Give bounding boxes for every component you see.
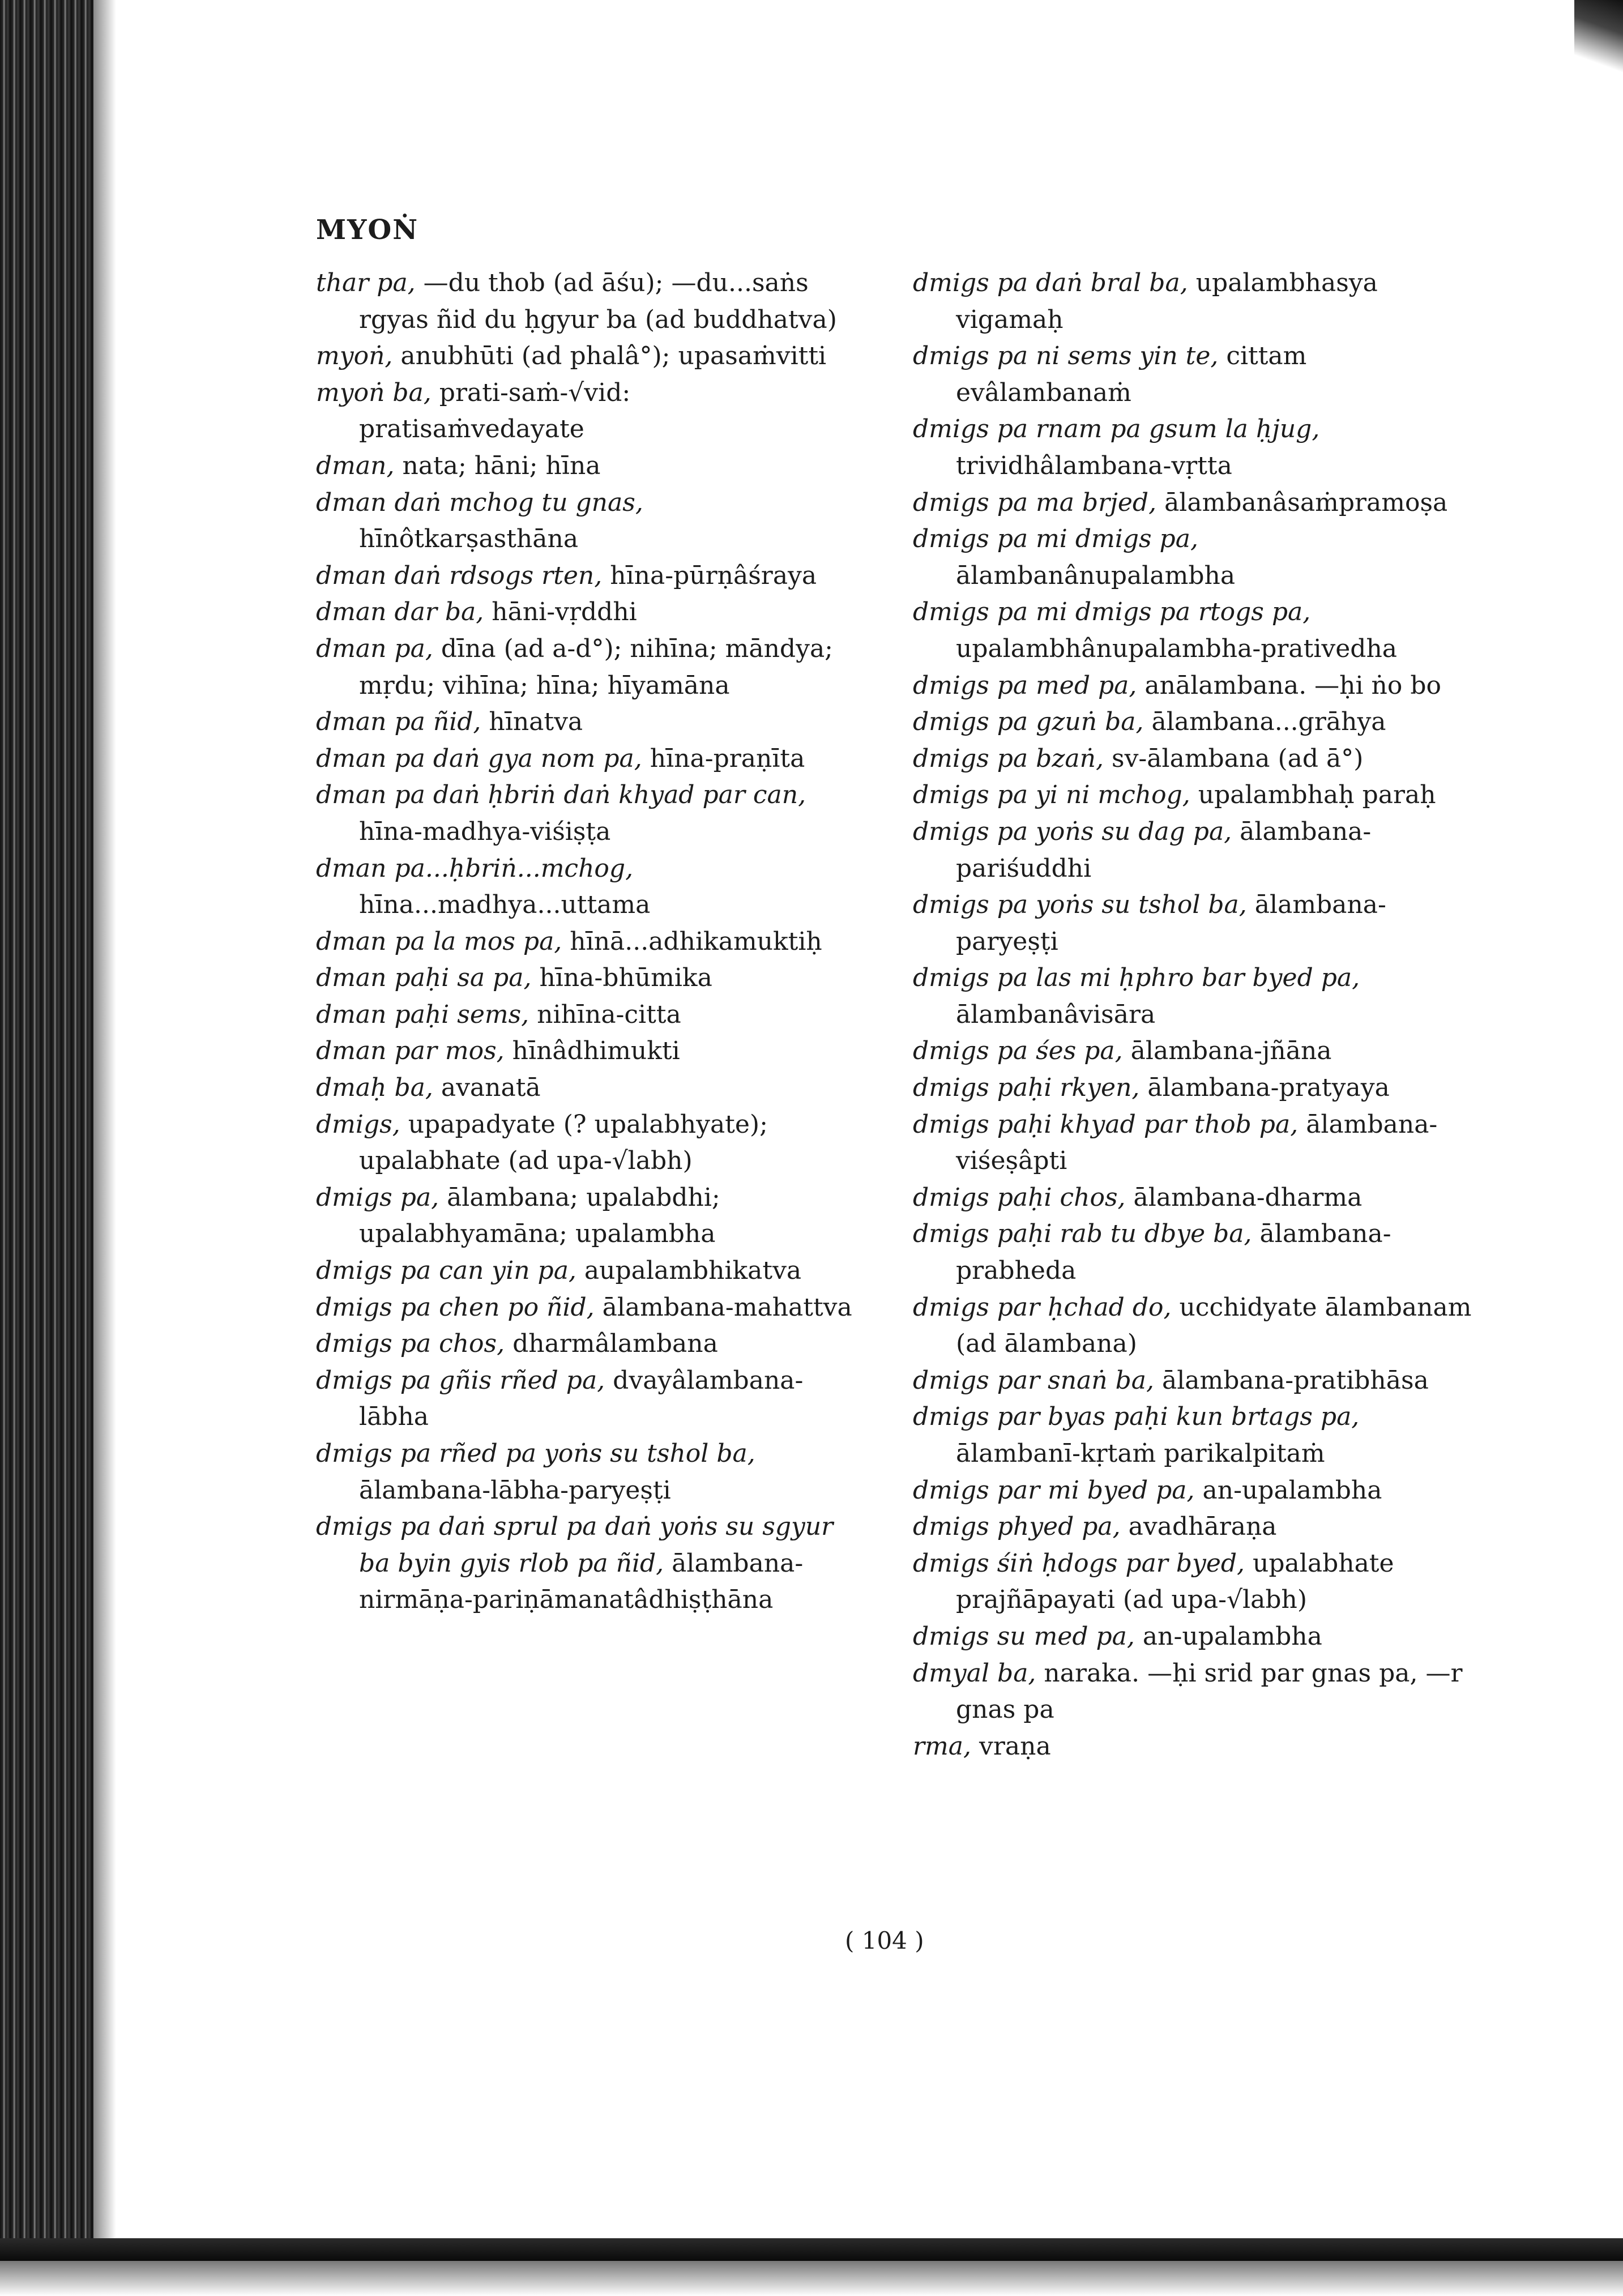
right-column — [913, 265, 1479, 1765]
dictionary-entry — [913, 411, 1479, 484]
entry-headword: dman pa...ḥbriṅ...mchog, — [316, 853, 634, 883]
entry-translation: avadhāraṇa — [1128, 1512, 1277, 1542]
entry-translation: ālambana-paryeṣṭi — [956, 890, 1386, 956]
dictionary-entry — [316, 1290, 860, 1326]
entry-translation: upalambhânupalambha-prativedha — [956, 634, 1398, 663]
entry-headword: thar pa, — [316, 268, 416, 297]
entry-headword: dmigs pa chos, — [316, 1329, 505, 1359]
corner-shadow — [1574, 0, 1623, 79]
dictionary-entry — [316, 1253, 860, 1290]
entry-headword: dmigs pa gzuṅ ba, — [913, 707, 1144, 737]
entry-headword: dman pa daṅ gya nom pa, — [316, 744, 642, 773]
entry-headword: dmigs pa bzaṅ, — [913, 744, 1104, 773]
entry-translation: hīnôtkarṣasthāna — [359, 524, 579, 554]
entry-headword: dmigs pa rnam pa gsum la ḥjug, — [913, 415, 1320, 444]
entry-headword: dmigs phyed pa, — [913, 1512, 1121, 1542]
entry-translation: nata; hāni; hīna — [402, 451, 601, 480]
entry-headword: dmigs paḥi rkyen, — [913, 1073, 1140, 1103]
dictionary-entry — [316, 997, 860, 1034]
entry-translation: ālambana-lābha-paryeṣṭi — [359, 1475, 671, 1505]
entry-headword: dmigs pa can yin pa, — [316, 1256, 576, 1286]
entry-translation: dharmâlambana — [512, 1329, 718, 1359]
entry-headword: dmigs pa gñis rñed pa, — [316, 1365, 605, 1395]
entry-headword: rma, — [913, 1731, 971, 1761]
dictionary-entry — [913, 265, 1479, 338]
dictionary-entry — [316, 485, 860, 558]
dictionary-entry — [913, 1619, 1479, 1655]
dictionary-entry — [316, 558, 860, 595]
entry-translation: upalambhaḥ paraḥ — [1198, 780, 1436, 810]
dictionary-entry — [913, 1033, 1479, 1070]
entry-translation: hīnatva — [489, 707, 583, 737]
entry-headword: dmigs pa med pa, — [913, 671, 1137, 700]
dictionary-entry — [913, 1399, 1479, 1472]
entry-translation: ālambana-pratyaya — [1147, 1073, 1390, 1103]
entry-translation: dīna (ad a-d°); nihīna; māndya; mṛdu; vihīna; hīna; hīyamāna — [359, 634, 834, 700]
dictionary-entry — [316, 704, 860, 741]
entry-translation: avanatā — [441, 1073, 541, 1103]
dictionary-entry — [316, 448, 860, 485]
dictionary-entry — [913, 960, 1479, 1033]
dictionary-entry — [913, 777, 1479, 814]
entry-headword: dmigs pa ma brjed, — [913, 488, 1157, 517]
dictionary-entry — [913, 1509, 1479, 1546]
dictionary-entry — [913, 1363, 1479, 1399]
dictionary-entry — [913, 1290, 1479, 1363]
entry-headword: dman par mos, — [316, 1036, 505, 1066]
entry-translation: hīnā...adhikamuktiḥ — [570, 927, 822, 956]
entry-headword: dman, — [316, 451, 395, 480]
dictionary-entry — [316, 1363, 860, 1436]
entry-headword: dmigs pa śes pa, — [913, 1036, 1123, 1066]
entry-headword: dman pa ñid, — [316, 707, 481, 737]
dictionary-entry — [913, 668, 1479, 705]
entry-translation: ālambana; upalabdhi; upalabhyamāna; upalambha — [359, 1183, 720, 1249]
entry-headword: dman dar ba, — [316, 598, 484, 627]
entry-translation: anubhūti (ad phalâ°); upasaṁvitti — [400, 342, 827, 371]
entry-headword: myoṅ, — [316, 342, 393, 371]
dictionary-entry — [913, 814, 1479, 887]
entry-translation: ālambana-pariśuddhi — [956, 817, 1372, 883]
entry-headword: dmigs par byas paḥi kun brtags pa, — [913, 1402, 1360, 1432]
entry-headword: dman pa daṅ ḥbriṅ daṅ khyad par can, — [316, 780, 806, 810]
dictionary-entry — [913, 1655, 1479, 1729]
entry-headword: dman pa la mos pa, — [316, 927, 562, 956]
dictionary-entry — [913, 741, 1479, 778]
entry-translation: ālambana-viśeṣâpti — [956, 1109, 1438, 1176]
entry-translation: upalabhate prajñāpayati (ad upa-√labh) — [956, 1548, 1394, 1615]
book-page-edge — [0, 0, 93, 2296]
entry-translation: hīna-bhūmika — [539, 963, 712, 993]
entry-translation: ālambana-pratibhāsa — [1161, 1365, 1429, 1395]
dictionary-entry — [913, 704, 1479, 741]
entry-translation: hīna-praṇīta — [650, 744, 805, 773]
entry-translation: ucchidyate ālambanam (ad ālambana) — [956, 1292, 1472, 1359]
entry-headword: dmigs paḥi chos, — [913, 1183, 1126, 1212]
entry-headword: dmigs śiṅ ḥdogs par byed, — [913, 1548, 1245, 1578]
dictionary-entry — [316, 1070, 860, 1107]
dictionary-entry — [316, 1326, 860, 1363]
entry-headword: dmigs pa las mi ḥphro bar byed pa, — [913, 963, 1360, 993]
entry-translation: prati-saṁ-√vid: pratisaṁvedayate — [359, 378, 631, 444]
dictionary-entry — [316, 594, 860, 631]
dictionary-entry — [913, 1729, 1479, 1765]
dictionary-entry — [316, 375, 860, 448]
dictionary-entry — [913, 594, 1479, 667]
entry-headword: dman paḥi sa pa, — [316, 963, 532, 993]
dictionary-entry — [913, 1546, 1479, 1619]
entry-translation: hāni-vṛddhi — [492, 598, 637, 627]
entry-translation: sv-ālambana (ad ā°) — [1111, 744, 1364, 773]
entry-translation: anālambana. —ḥi ṅo bo — [1144, 671, 1442, 700]
dictionary-entry — [316, 338, 860, 375]
entry-translation: naraka. —ḥi srid par gnas pa, —r gnas pa — [956, 1658, 1463, 1725]
dictionary-entry — [913, 1216, 1479, 1289]
entry-headword: dmigs par ḥchad do, — [913, 1292, 1172, 1322]
entry-translation: aupalambhikatva — [584, 1256, 802, 1286]
entry-translation: ālambana-prabheda — [956, 1219, 1391, 1286]
book-bottom-edge — [0, 2238, 1623, 2261]
entry-translation: —du thob (ad āśu); —du...saṅs rgyas ñid du ḥgyur ba (ad buddhatva) — [359, 268, 837, 334]
entry-translation: nihīna-citta — [537, 1000, 681, 1029]
dictionary-entry — [316, 1509, 860, 1619]
entry-translation: an-upalambha — [1202, 1475, 1382, 1505]
entry-headword: dman daṅ rdsogs rten, — [316, 561, 603, 590]
entry-translation: ālambana-jñāna — [1130, 1036, 1332, 1066]
entry-headword: dmigs paḥi khyad par thob pa, — [913, 1109, 1299, 1139]
entry-translation: ālambana-nirmāṇa-pariṇāmanatâdhiṣṭhāna — [359, 1548, 804, 1615]
dictionary-entry — [316, 741, 860, 778]
entry-translation: hīna-pūrṇâśraya — [610, 561, 817, 590]
entry-translation: cittam evâlambanaṁ — [956, 342, 1307, 407]
entry-translation: an-upalambha — [1142, 1621, 1322, 1651]
dictionary-entry — [913, 338, 1479, 411]
entry-headword: dmigs, — [316, 1109, 400, 1139]
entry-headword: dmigs pa daṅ sprul pa daṅ yoṅs su sgyur ba byin gyis rlob pa ñid, — [316, 1512, 834, 1578]
entry-headword: dmigs pa rñed pa yoṅs su tshol ba, — [316, 1439, 755, 1468]
dictionary-entry — [316, 924, 860, 961]
dictionary-entry — [316, 631, 860, 704]
dictionary-entry — [316, 1107, 860, 1180]
dictionary-entry — [913, 887, 1479, 960]
dictionary-entry — [316, 851, 860, 924]
dictionary-entry — [316, 1180, 860, 1253]
entry-headword: dmigs pa ni sems yin te, — [913, 342, 1219, 371]
dictionary-entry — [913, 1070, 1479, 1107]
dictionary-entry — [316, 265, 860, 338]
dictionary-entry — [316, 960, 860, 997]
entry-headword: dmigs pa, — [316, 1183, 439, 1212]
entry-translation: ālambana-mahattva — [602, 1292, 852, 1322]
dictionary-entry — [913, 1473, 1479, 1509]
gutter-shadow — [93, 0, 116, 2296]
running-header: MYOṄ — [316, 214, 419, 246]
entry-translation: dvayâlambana-lābha — [359, 1365, 804, 1432]
entry-headword: dmigs pa yi ni mchog, — [913, 780, 1190, 810]
entry-headword: dmigs par snaṅ ba, — [913, 1365, 1154, 1395]
dictionary-entry — [913, 485, 1479, 522]
entry-translation: ālambanânupalambha — [956, 561, 1236, 590]
dictionary-entry — [913, 1180, 1479, 1217]
entry-headword: dmaḥ ba, — [316, 1073, 433, 1103]
entry-headword: dmigs pa chen po ñid, — [316, 1292, 595, 1322]
dictionary-entry — [913, 521, 1479, 594]
entry-translation: trividhâlambana-vṛtta — [956, 451, 1232, 480]
entry-headword: myoṅ ba, — [316, 378, 432, 407]
entry-translation: upapadyate (? upalabhyate); upalabhate (ad upa-√labh) — [359, 1109, 768, 1176]
entry-translation: upalambhasya vigamaḥ — [956, 268, 1378, 334]
entry-headword: dmigs pa daṅ bral ba, — [913, 268, 1188, 297]
dictionary-entry — [316, 1436, 860, 1509]
entry-headword: dmigs pa yoṅs su tshol ba, — [913, 890, 1247, 920]
dictionary-entry — [316, 1033, 860, 1070]
entry-translation: ālambanī-kṛtaṁ parikalpitaṁ — [956, 1439, 1325, 1468]
entry-translation: ālambanâsaṁpramoṣa — [1164, 488, 1448, 517]
dictionary-entry — [316, 777, 860, 850]
entry-headword: dman daṅ mchog tu gnas, — [316, 488, 643, 517]
entry-headword: dmigs pa mi dmigs pa, — [913, 524, 1198, 554]
entry-translation: vraṇa — [979, 1731, 1051, 1761]
entry-translation: ālambana...grāhya — [1151, 707, 1386, 737]
page-number: ( 104 ) — [845, 1927, 924, 1954]
dictionary-entry — [913, 1107, 1479, 1180]
entry-translation: ālambana-dharma — [1133, 1183, 1363, 1212]
entry-headword: dmyal ba, — [913, 1658, 1036, 1688]
entry-headword: dmigs paḥi rab tu dbye ba, — [913, 1219, 1252, 1249]
entry-headword: dmigs par mi byed pa, — [913, 1475, 1195, 1505]
entry-translation: hīna-madhya-viśiṣṭa — [359, 817, 611, 846]
entry-translation: hīna...madhya...uttama — [359, 890, 651, 920]
entry-headword: dmigs pa yoṅs su dag pa, — [913, 817, 1232, 846]
entry-translation: hīnâdhimukti — [512, 1036, 680, 1066]
entry-headword: dman paḥi sems, — [316, 1000, 529, 1029]
entry-headword: dman pa, — [316, 634, 433, 663]
bottom-shadow — [0, 2261, 1623, 2296]
left-column — [316, 265, 860, 1619]
entry-headword: dmigs pa mi dmigs pa rtogs pa, — [913, 598, 1311, 627]
entry-headword: dmigs su med pa, — [913, 1621, 1135, 1651]
entry-translation: ālambanâvisāra — [956, 1000, 1156, 1029]
